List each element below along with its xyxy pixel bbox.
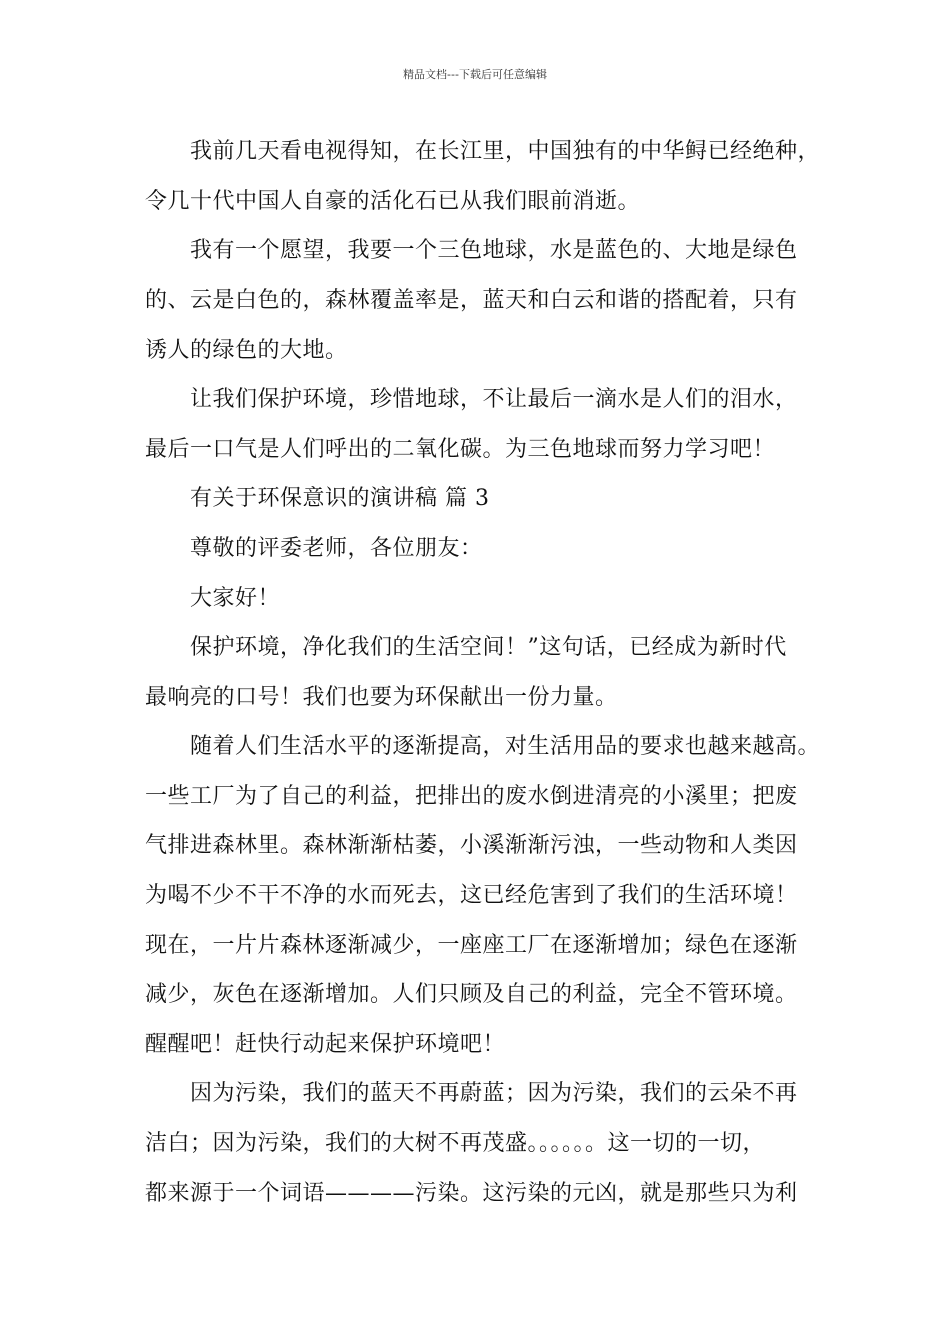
text-line: 保护环境，净化我们的生活空间！”这句话，已经成为新时代 <box>190 635 787 660</box>
page-header: 精品文档---下载后可任意编辑 <box>403 68 547 81</box>
text-line: 让我们保护环境，珍惜地球，不让最后一滴水是人们的泪水， <box>190 387 798 412</box>
text-line: 令几十代中国人自豪的活化石已从我们眼前消逝。 <box>145 189 641 214</box>
text-line: 都来源于一个词语————污染。这污染的元凶，就是那些只为利 <box>145 1181 798 1206</box>
section-heading: 有关于环保意识的演讲稿 篇 3 <box>190 486 490 511</box>
text-line: 为喝不少不干不净的水而死去，这已经危害到了我们的生活环境！ <box>145 883 798 908</box>
text-line: 最响亮的口号！我们也要为环保献出一份力量。 <box>145 685 618 710</box>
text-line: 洁白；因为污染，我们的大树不再茂盛。。。。。。这一切的一切， <box>145 1131 766 1156</box>
text-line: 因为污染，我们的蓝天不再蔚蓝；因为污染，我们的云朵不再 <box>190 1081 798 1106</box>
text-line: 减少，灰色在逐渐增加。人们只顾及自己的利益，完全不管环境。 <box>145 982 798 1007</box>
text-line: 诱人的绿色的大地。 <box>145 338 348 363</box>
salutation: 尊敬的评委老师，各位朋友： <box>190 536 483 561</box>
text-line: 的、云是白色的，森林覆盖率是，蓝天和白云和谐的搭配着，只有 <box>145 288 798 313</box>
greeting: 大家好！ <box>190 586 281 611</box>
text-line: 气排进森林里。森林渐渐枯萎，小溪渐渐污浊，一些动物和人类因 <box>145 833 798 858</box>
text-line: 一些工厂为了自己的利益，把排出的废水倒进清亮的小溪里；把废 <box>145 784 798 809</box>
text-line: 醒醒吧！赶快行动起来保护环境吧！ <box>145 1032 506 1057</box>
text-line: 随着人们生活水平的逐渐提高，对生活用品的要求也越来越高。 <box>190 734 821 759</box>
text-line: 我前几天看电视得知，在长江里，中国独有的中华鲟已经绝种， <box>190 139 821 164</box>
text-line: 我有一个愿望，我要一个三色地球，水是蓝色的、大地是绿色 <box>190 238 798 263</box>
text-line: 现在，一片片森林逐渐减少，一座座工厂在逐渐增加；绿色在逐渐 <box>145 933 798 958</box>
text-line: 最后一口气是人们呼出的二氧化碳。为三色地球而努力学习吧！ <box>145 437 776 462</box>
